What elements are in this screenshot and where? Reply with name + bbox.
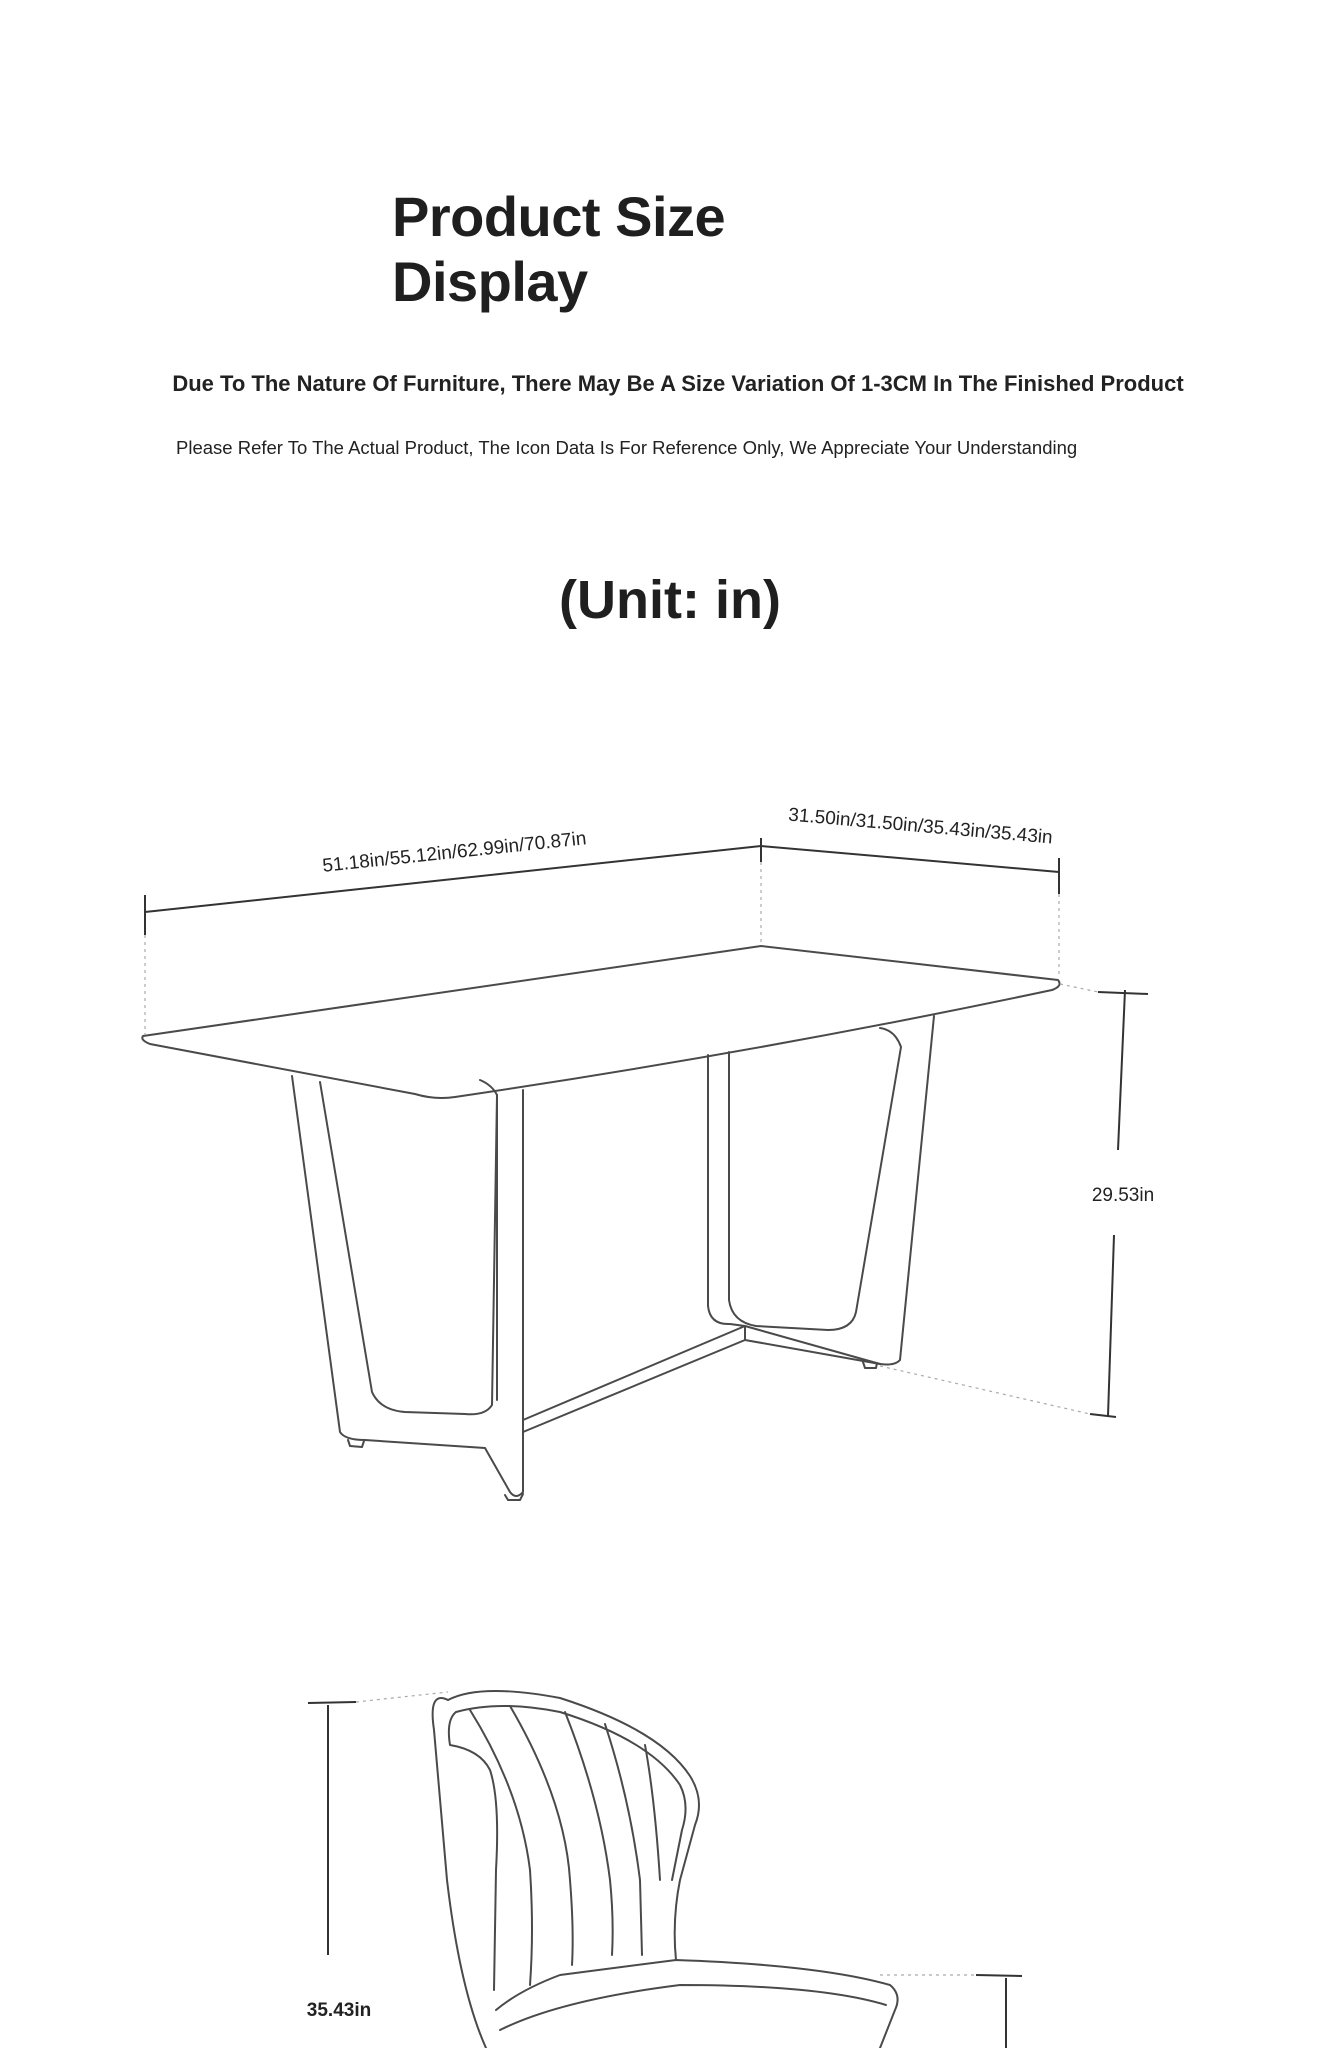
- table-dimension-lines: [145, 838, 1148, 1417]
- table-top: [142, 946, 1059, 1098]
- size-variation-note: Due To The Nature Of Furniture, There May Be A Size Variation Of 1-3CM In The Finished Product: [172, 371, 1184, 396]
- table-leg-front-right: [708, 1055, 745, 1326]
- chair-height-label: 35.43in: [306, 2000, 372, 2021]
- reference-note: Please Refer To The Actual Product, The Icon Data Is For Reference Only, We Appreciate Your Understanding: [176, 437, 1078, 458]
- page-title: Product Size Display: [392, 185, 726, 313]
- table-illustration: [142, 946, 1059, 1500]
- chair-illustration: [433, 1691, 898, 2048]
- chair-dimension-lines: [308, 1692, 1022, 2048]
- table-leg-front-left: [292, 1076, 523, 1496]
- table-length-label: 51.18in/55.12in/62.99in/70.87in: [321, 828, 588, 877]
- table-width-label: 31.50in/31.50in/35.43in/35.43in: [787, 804, 1054, 849]
- table-height-label: 29.53in: [1091, 1185, 1155, 1206]
- unit-label: (Unit: in): [559, 570, 781, 630]
- chair-seat: [496, 1960, 898, 2048]
- chair-back: [433, 1698, 486, 2048]
